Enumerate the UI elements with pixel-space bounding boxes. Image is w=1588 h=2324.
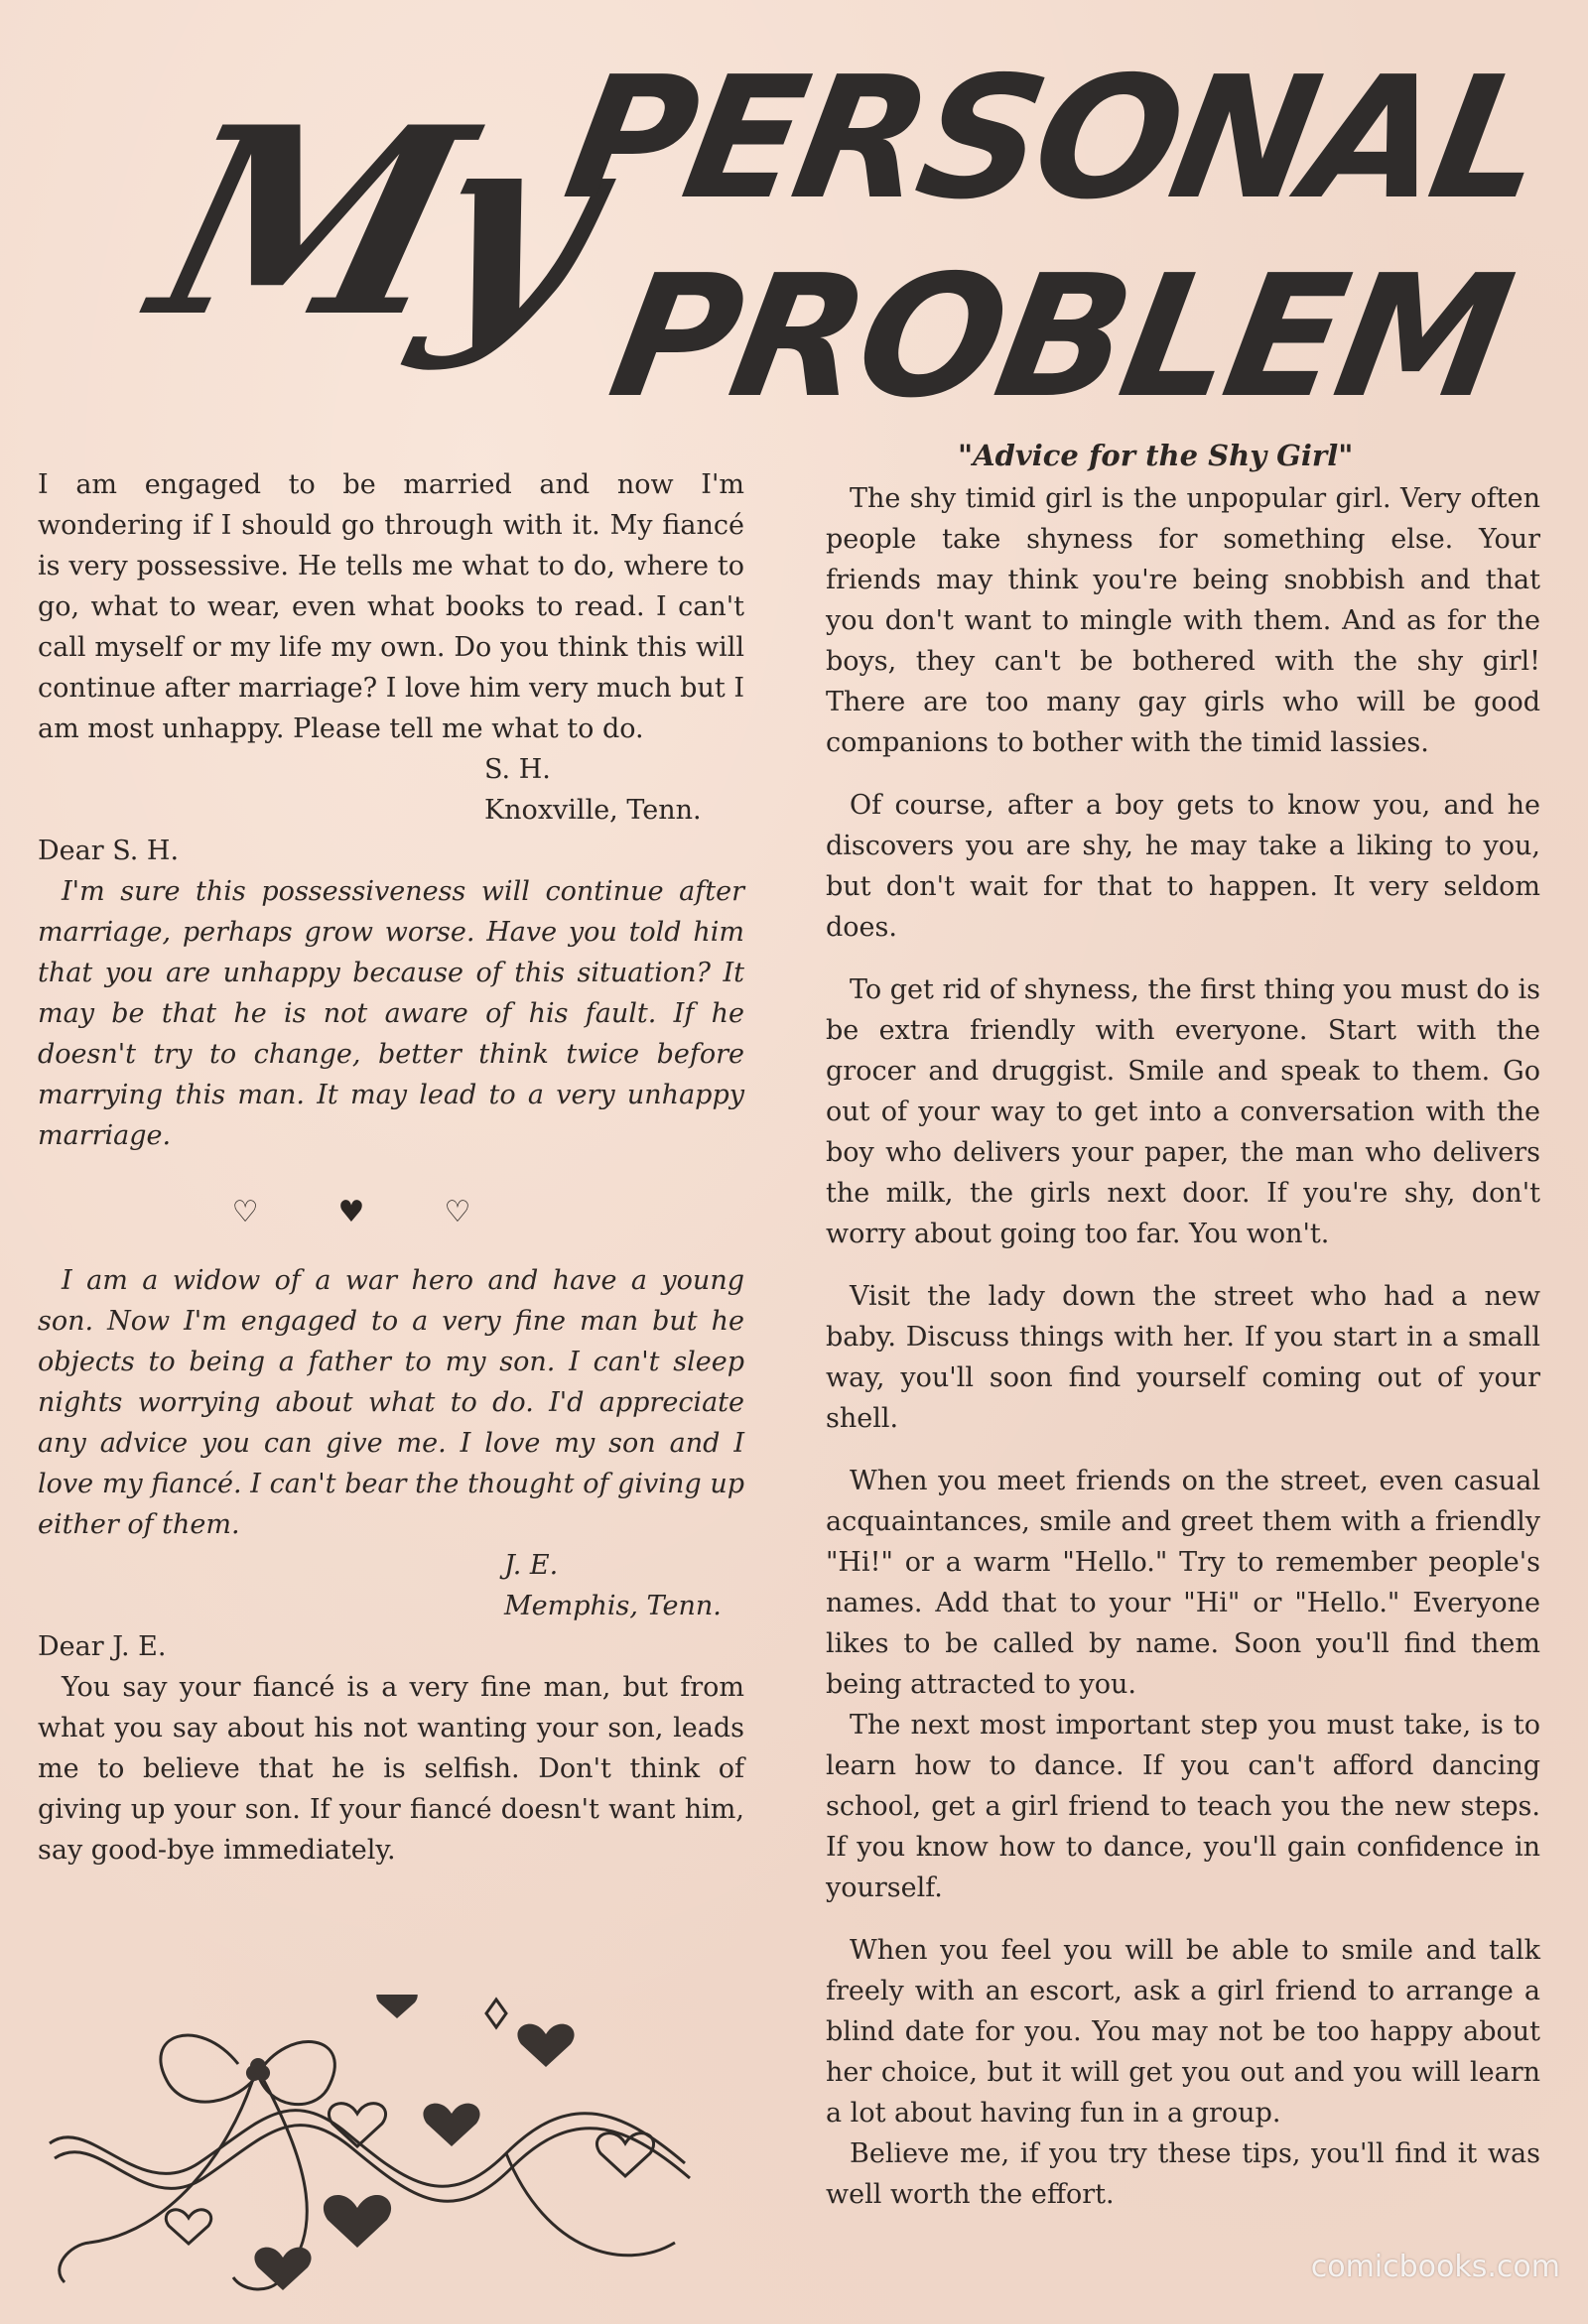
advice-paragraph-2: Of course, after a boy gets to know you, and he discovers you are shy, he may take a liking to you, but don't wait for that to happen. It very seldom does. (826, 790, 1540, 943)
ribbon-hearts-illustration (30, 1995, 715, 2302)
title-my: My (131, 71, 615, 374)
advice-paragraph-5: When you meet friends on the street, even casual acquaintances, smile and greet them with a friendly "Hi!" or a warm "Hello." Try to remember people's names. Add that to your "Hi" or "Hello." Everyone likes to be called by name. Soon you'll find them being attracted to you. (826, 1466, 1540, 1700)
letter-1: I am engaged to be married and now I'm wondering if I should go through with it. My fiancé is very possessive. He tells me what to do, where to go, what to wear, even what books to read. I can't call myself or my life my own. Do you think this will continue after marriage? I love him very much but I am most unhappy. Please tell me what to do. (38, 469, 744, 744)
letter-2: I am a widow of a war hero and have a young son. Now I'm engaged to a very fine man but he objects to being a father to my son. I can't sleep nights worrying about what to do. I'd appreciate any advice you can give me. I love my son and I love my fiancé. I can't bear the thought of giving up either of them. (38, 1265, 744, 1540)
reply-1-salutation: Dear S. H. (38, 836, 180, 866)
title-personal: PERSONAL (553, 41, 1554, 237)
reply-1-text: I'm sure this possessiveness will continue after marriage, perhaps grow worse. Have you told him that you are unhappy because of this situation? It may be that he is not aware of his fault. If he doesn't try to change, better think twice before marrying this man. It may lead to a very unhappy marriage. (38, 876, 744, 1151)
advice-paragraph-1: The shy timid girl is the unpopular girl. Very often people take shyness for something else. Your friends may think you're being snobbish and that you don't want to mingle with them. And as for the boys, they can't be bothered with the shy girl! There are too many gay girls who will be good companions to bother with the timid lassies. (826, 483, 1540, 758)
reply-2-salutation: Dear J. E. (38, 1631, 167, 1662)
advice-paragraph-3: To get rid of shyness, the first thing you must do is be extra friendly with everyone. Start with the grocer and druggist. Smile and speak to them. Go out of your way to get into a conversation with the boy who delivers your paper, the man who delivers the milk, the girls next door. If you're shy, don't worry about going too far. You won't. (826, 974, 1540, 1249)
advice-paragraph-4: Visit the lady down the street who had a new baby. Discuss things with her. If you start in a small way, you'll soon find yourself coming out of your shell. (826, 1281, 1540, 1434)
letter-1-city: Knoxville, Tenn. (484, 795, 702, 826)
advice-paragraph-7: When you feel you will be able to smile and talk freely with an escort, ask a girl friend to arrange a blind date for you. You may not be too happy about her choice, but it will get you out and you will learn a lot about having fun in a group. (826, 1935, 1540, 2129)
watermark-text: comicbooks.com (1310, 2250, 1560, 2284)
letter-1-initials: S. H. (484, 754, 551, 785)
right-column (826, 478, 1540, 2215)
letter-2-initials: J. E. (504, 1550, 559, 1581)
title-problem: PROBLEM (597, 239, 1522, 436)
left-column (38, 464, 744, 1871)
reply-2-text: You say your fiancé is a very fine man, but from what you say about his not wanting your son, leads me to believe that he is selfish. Don't think of giving up your son. If your fiancé doesn't want him, say good-bye immediately. (38, 1672, 744, 1866)
advice-paragraph-8: Believe me, if you try these tips, you'll find it was well worth the effort. (826, 2138, 1540, 2210)
advice-paragraph-6: The next most important step you must take, is to learn how to dance. If you can't afford dancing school, get a girl friend to teach you the new steps. If you know how to dance, you'll gain confidence in yourself. (826, 1710, 1540, 1903)
hearts-divider: ♡♥♡ (231, 1195, 551, 1229)
column-subtitle: "Advice for the Shy Girl" (958, 439, 1354, 472)
letter-2-city: Memphis, Tenn. (504, 1591, 722, 1621)
